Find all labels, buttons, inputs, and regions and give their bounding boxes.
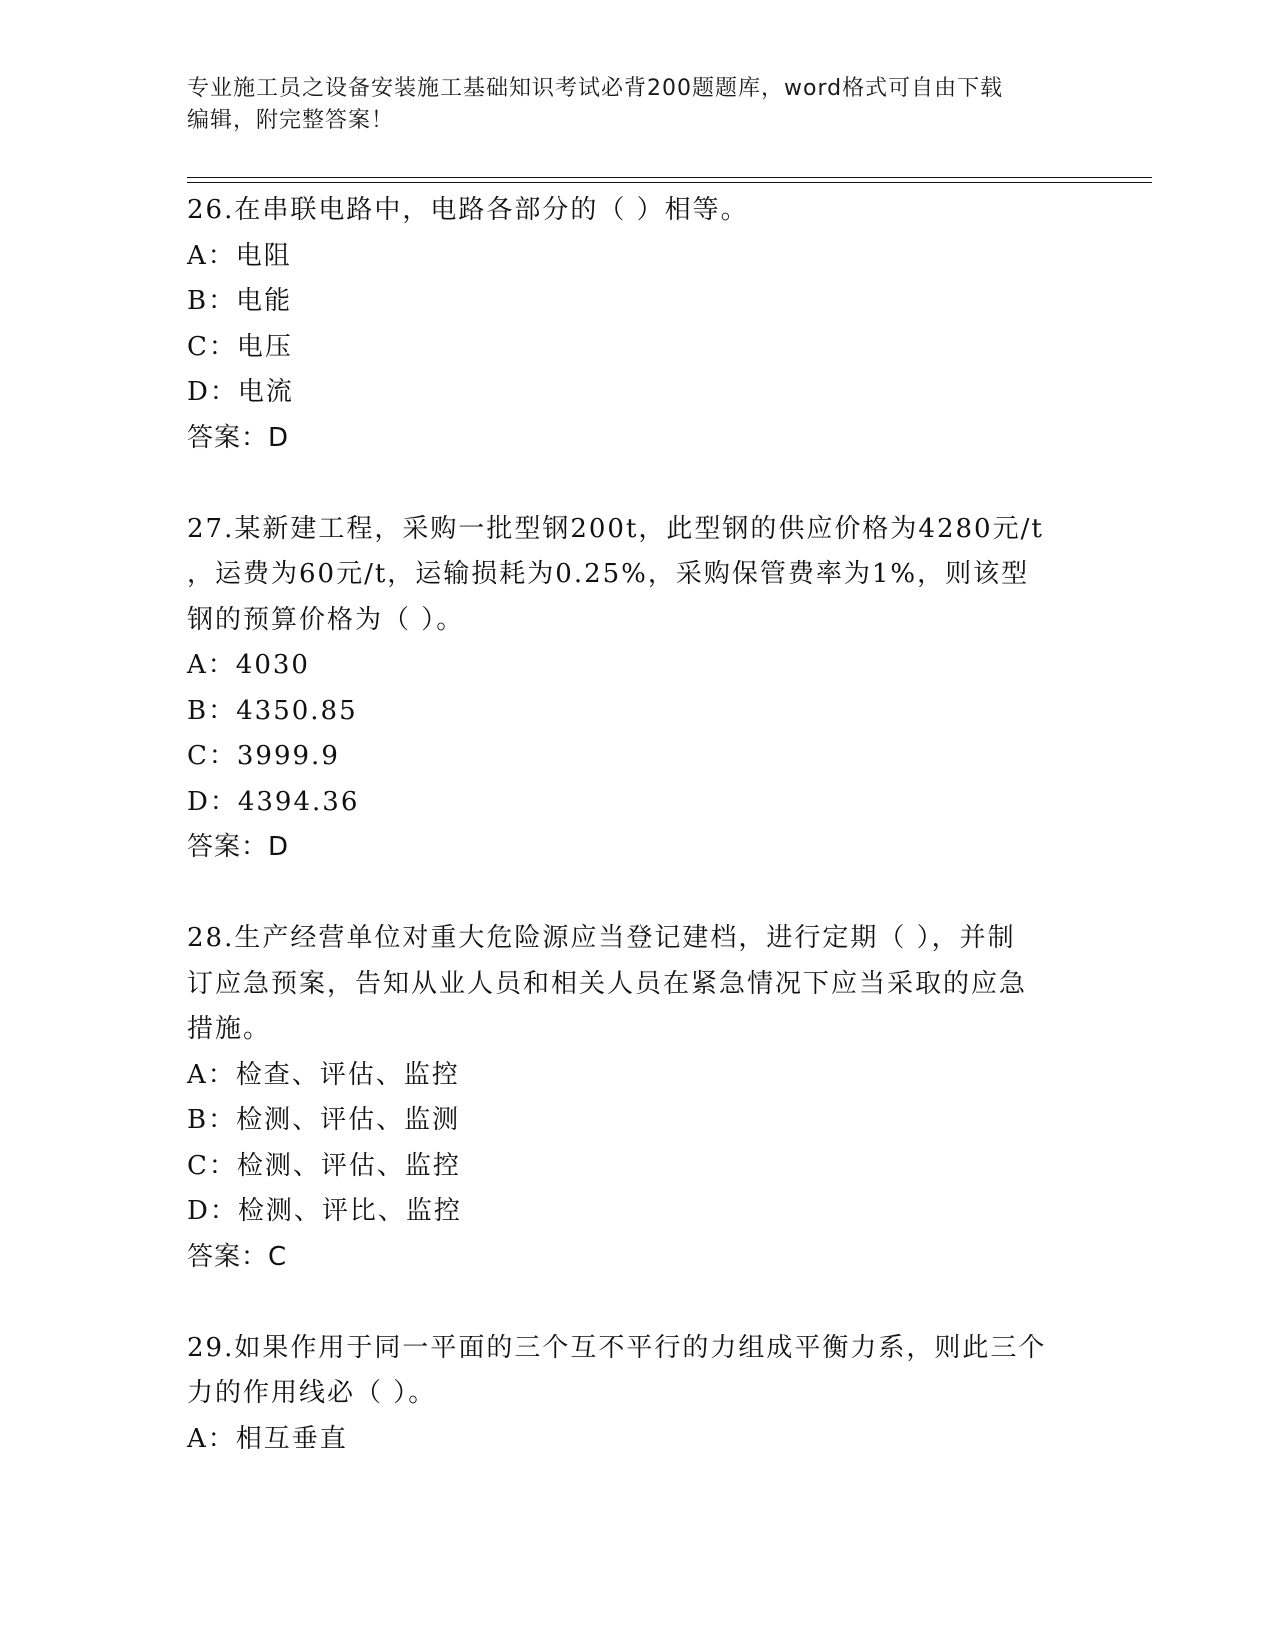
question-stem-line: 27.某新建工程，采购一批型钢200t，此型钢的供应价格为4280元/t [187, 513, 1044, 544]
option-d: D：电流 [187, 377, 294, 407]
document-header: 专业施工员之设备安装施工基础知识考试必背200题题库，word格式可自由下载 编辑，附完整答案！ [187, 76, 1004, 133]
option-a: A：检查、评估、监控 [187, 1059, 460, 1090]
question-26 [187, 188, 1087, 461]
question-stem [187, 507, 1087, 644]
option-c: C：3999.9 [187, 741, 340, 771]
answer-label: 答案：D [187, 422, 290, 453]
question-stem-line: 28.生产经营单位对重大危险源应当登记建档，进行定期（ ），并制 [187, 923, 1016, 953]
option-a: A：相互垂直 [187, 1423, 348, 1454]
option-b: B：电能 [187, 286, 293, 316]
question-stem-line: 订应急预案，告知从业人员和相关人员在紧急情况下应当采取的应急 [187, 968, 1028, 999]
option-a: A：4030 [187, 650, 310, 680]
question-28 [187, 916, 1087, 1280]
option-d: D：检测、评比、监控 [187, 1196, 462, 1226]
question-stem [187, 1326, 1087, 1417]
question-spacer [187, 461, 1087, 507]
question-stem-line: 29.如果作用于同一平面的三个互不平行的力组成平衡力系，则此三个 [187, 1332, 1047, 1363]
question-stem-line: 力的作用线必（ ）。 [187, 1378, 437, 1408]
answer-label: 答案：C [187, 1241, 288, 1272]
option-a: A：电阻 [187, 240, 292, 271]
question-stem-line: ，运费为60元/t，运输损耗为0.25%，采购保管费率为1%，则该型 [187, 559, 1030, 589]
option-c: C：电压 [187, 331, 293, 362]
answer-label: 答案：D [187, 832, 290, 862]
question-27 [187, 507, 1087, 871]
option-b: B：检测、评估、监测 [187, 1105, 461, 1135]
question-list [187, 188, 1087, 1462]
question-stem [187, 916, 1087, 1053]
question-stem-line: 钢的预算价格为（ ）。 [187, 604, 465, 635]
question-spacer [187, 1280, 1087, 1326]
option-b: B：4350.85 [187, 695, 358, 726]
question-spacer [187, 871, 1087, 917]
question-stem-line: 26.在串联电路中，电路各部分的（ ）相等。 [187, 195, 749, 225]
question-29 [187, 1326, 1087, 1463]
question-stem-line: 措施。 [187, 1014, 272, 1044]
header-rule-bottom [187, 182, 1152, 183]
question-stem [187, 188, 1087, 234]
option-c: C：检测、评估、监控 [187, 1150, 461, 1181]
option-d: D：4394.36 [187, 786, 360, 817]
header-rule-top [187, 177, 1152, 178]
